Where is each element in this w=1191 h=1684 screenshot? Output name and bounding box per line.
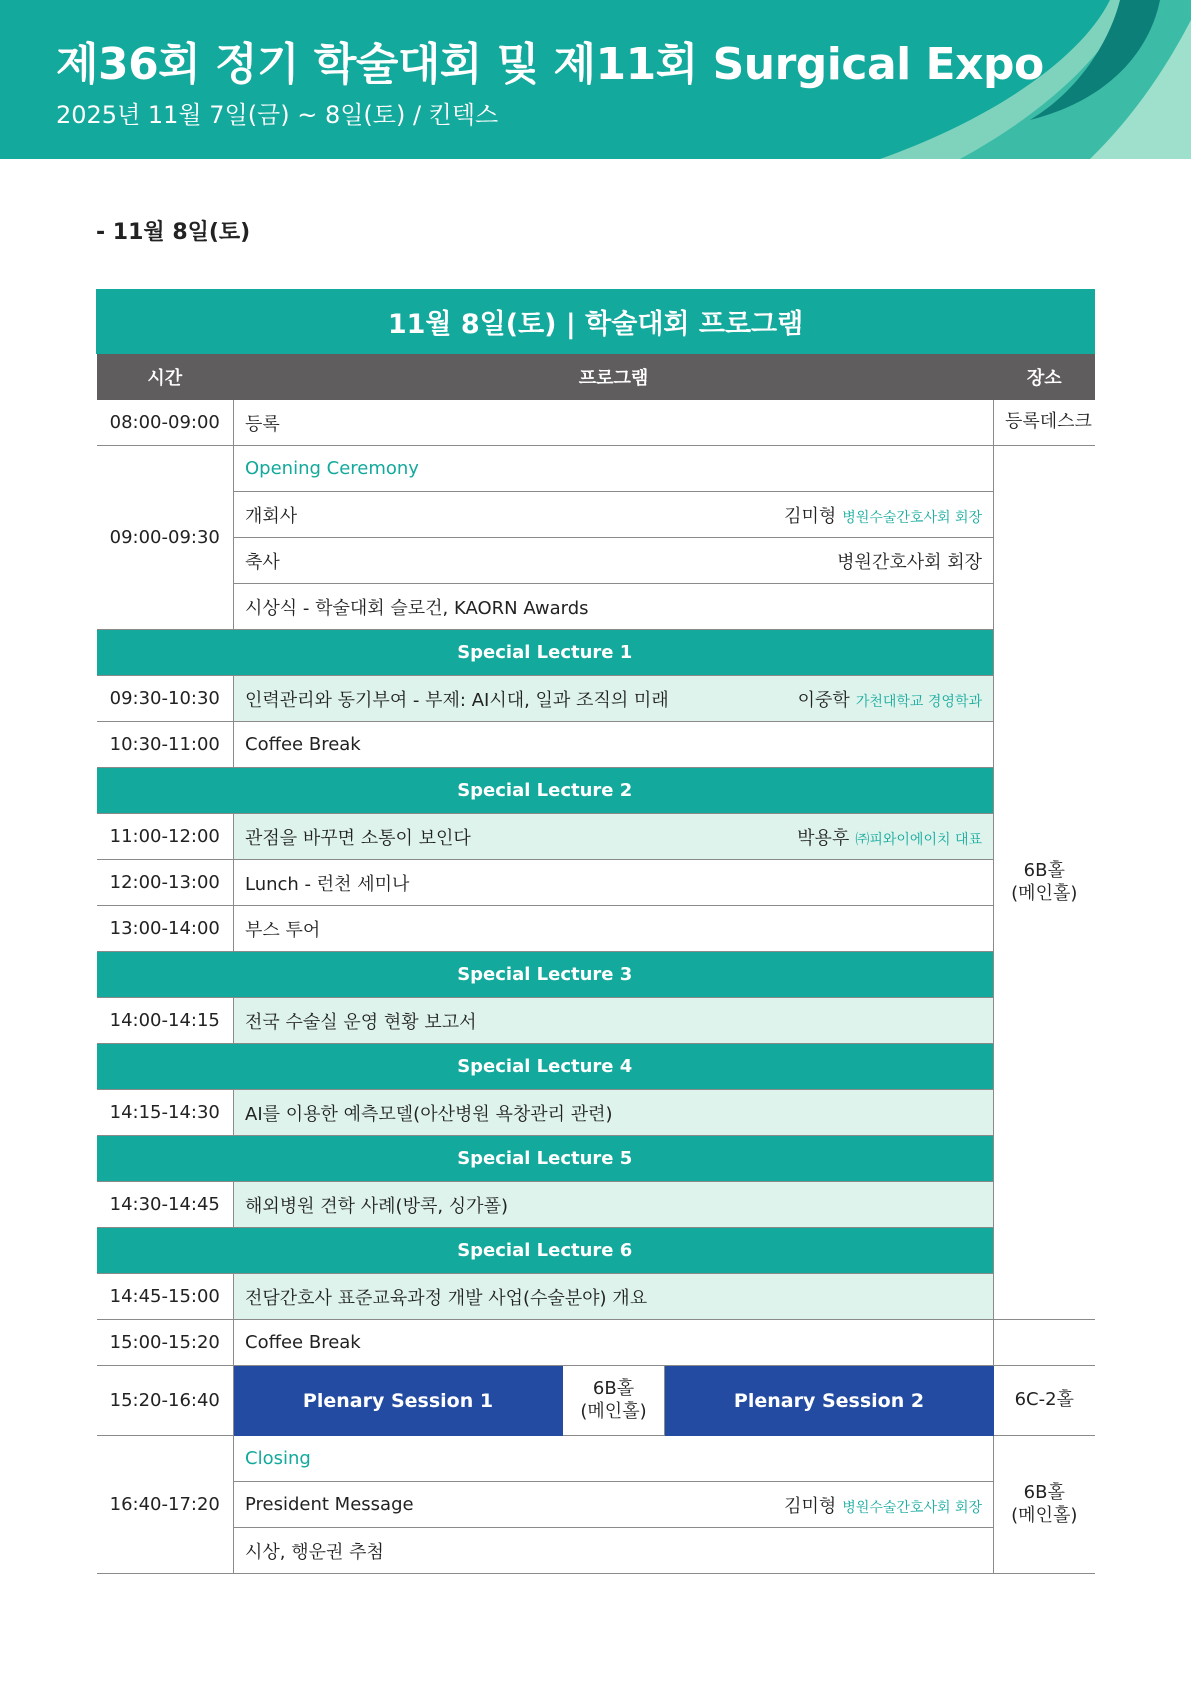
program-cell	[234, 814, 994, 860]
program-cell: Lunch - 런천 세미나	[234, 860, 994, 906]
plenary-session-2: Plenary Session 2	[665, 1366, 994, 1436]
time-cell: 12:00-13:00	[97, 860, 234, 906]
section-row	[97, 1044, 1095, 1090]
table-row	[97, 584, 1095, 630]
section-row	[97, 768, 1095, 814]
section-title: Special Lecture 4	[97, 1044, 994, 1090]
program-cell: Coffee Break	[234, 722, 994, 768]
section-title: Special Lecture 2	[97, 768, 994, 814]
program-text: 관점을 바꾸면 소통이 보인다	[245, 827, 471, 849]
program-cell	[234, 538, 994, 584]
program-cell: Coffee Break	[234, 1320, 994, 1366]
place-line: (메인홀)	[1011, 1504, 1078, 1526]
plenary-session-1-place	[563, 1366, 665, 1436]
table-row	[97, 998, 1095, 1044]
table-row	[97, 860, 1095, 906]
table-row	[97, 722, 1095, 768]
table-row	[97, 1182, 1095, 1228]
table-banner-row	[97, 290, 1095, 354]
plenary-session-2-place: 6C-2홀	[994, 1366, 1095, 1436]
event-date-venue: 2025년 11월 7일(금) ~ 8일(토) / 킨텍스	[56, 101, 499, 129]
time-cell: 14:15-14:30	[97, 1090, 234, 1136]
section-row	[97, 952, 1095, 998]
section-row	[97, 1228, 1095, 1274]
place-cell-main-hall	[994, 446, 1095, 1320]
table-row	[97, 492, 1095, 538]
program-cell	[234, 1482, 994, 1528]
speaker-name: 김미형	[784, 1495, 837, 1517]
program-text: 인력관리와 동기부여 - 부제: AI시대, 일과 조직의 미래	[245, 689, 669, 711]
program-cell	[234, 676, 994, 722]
program-table	[96, 289, 1095, 1574]
table-row	[97, 1482, 1095, 1528]
place-line: (메인홀)	[1011, 882, 1078, 904]
speaker-affiliation: 병원수술간호사회 회장	[842, 1499, 982, 1516]
table-banner: 11월 8일(토) | 학술대회 프로그램	[97, 290, 1095, 354]
program-text: 개회사	[245, 505, 298, 527]
place-cell	[994, 1320, 1095, 1366]
section-title: Special Lecture 1	[97, 630, 994, 676]
table-row	[97, 1274, 1095, 1320]
section-row	[97, 1136, 1095, 1182]
table-row	[97, 538, 1095, 584]
table-row	[97, 1528, 1095, 1574]
session-title: Closing	[234, 1436, 994, 1482]
speaker-affiliation: 병원수술간호사회 회장	[842, 509, 982, 526]
program-cell: 등록	[234, 400, 994, 446]
speaker-affiliation: 가천대학교 경영학과	[855, 693, 982, 710]
section-title: Special Lecture 3	[97, 952, 994, 998]
place-line: 6B홀	[1023, 1482, 1065, 1503]
program-cell: 시상식 - 학술대회 슬로건, KAORN Awards	[234, 584, 994, 630]
speaker-name: 병원간호사회 회장	[837, 551, 982, 573]
column-header-program: 프로그램	[234, 354, 994, 400]
section-title: Special Lecture 6	[97, 1228, 994, 1274]
program-cell: 시상, 행운권 추첨	[234, 1528, 994, 1574]
program-cell: 해외병원 견학 사례(방콕, 싱가폴)	[234, 1182, 994, 1228]
program-cell: 부스 투어	[234, 906, 994, 952]
place-line: 6B홀	[592, 1378, 635, 1399]
place-line: (메인홀)	[580, 1400, 647, 1422]
time-cell: 10:30-11:00	[97, 722, 234, 768]
time-cell: 15:20-16:40	[97, 1366, 234, 1436]
place-cell-closing	[994, 1436, 1095, 1574]
speaker-name: 박용후	[797, 827, 850, 849]
plenary-session-1: Plenary Session 1	[234, 1366, 563, 1436]
table-header-row	[97, 354, 1095, 400]
time-cell: 09:30-10:30	[97, 676, 234, 722]
time-cell: 13:00-14:00	[97, 906, 234, 952]
program-cell: AI를 이용한 예측모델(아산병원 욕창관리 관련)	[234, 1090, 994, 1136]
table-row	[97, 1436, 1095, 1482]
section-title: Special Lecture 5	[97, 1136, 994, 1182]
time-cell: 16:40-17:20	[97, 1436, 234, 1574]
table-row	[97, 676, 1095, 722]
table-row	[97, 1320, 1095, 1366]
program-cell: 전국 수술실 운영 현황 보고서	[234, 998, 994, 1044]
time-cell: 15:00-15:20	[97, 1320, 234, 1366]
speaker-name: 이중학	[797, 689, 850, 711]
page-header	[0, 0, 1191, 159]
program-text: 축사	[245, 551, 280, 573]
time-cell: 14:45-15:00	[97, 1274, 234, 1320]
speaker-affiliation: ㈜피와이에이치 대표	[855, 831, 982, 848]
place-cell: 등록데스크	[994, 400, 1095, 446]
table-row	[97, 400, 1095, 446]
program-cell	[234, 492, 994, 538]
speaker-name: 김미형	[784, 505, 837, 527]
place-line: 6B홀	[1023, 860, 1065, 881]
table-row	[97, 1366, 1095, 1436]
time-cell: 14:00-14:15	[97, 998, 234, 1044]
day-label: - 11월 8일(토)	[96, 220, 251, 245]
table-row	[97, 906, 1095, 952]
event-title: 제36회 정기 학술대회 및 제11회 Surgical Expo	[56, 39, 1044, 90]
session-title: Opening Ceremony	[234, 446, 994, 492]
table-row	[97, 1090, 1095, 1136]
table-row	[97, 446, 1095, 492]
time-cell: 11:00-12:00	[97, 814, 234, 860]
program-text: President Message	[245, 1494, 414, 1515]
time-cell: 08:00-09:00	[97, 400, 234, 446]
table-row	[97, 814, 1095, 860]
column-header-place: 장소	[994, 354, 1095, 400]
program-cell: 전담간호사 표준교육과정 개발 사업(수술분야) 개요	[234, 1274, 994, 1320]
time-cell: 14:30-14:45	[97, 1182, 234, 1228]
column-header-time: 시간	[97, 354, 234, 400]
section-row	[97, 630, 1095, 676]
time-cell: 09:00-09:30	[97, 446, 234, 630]
